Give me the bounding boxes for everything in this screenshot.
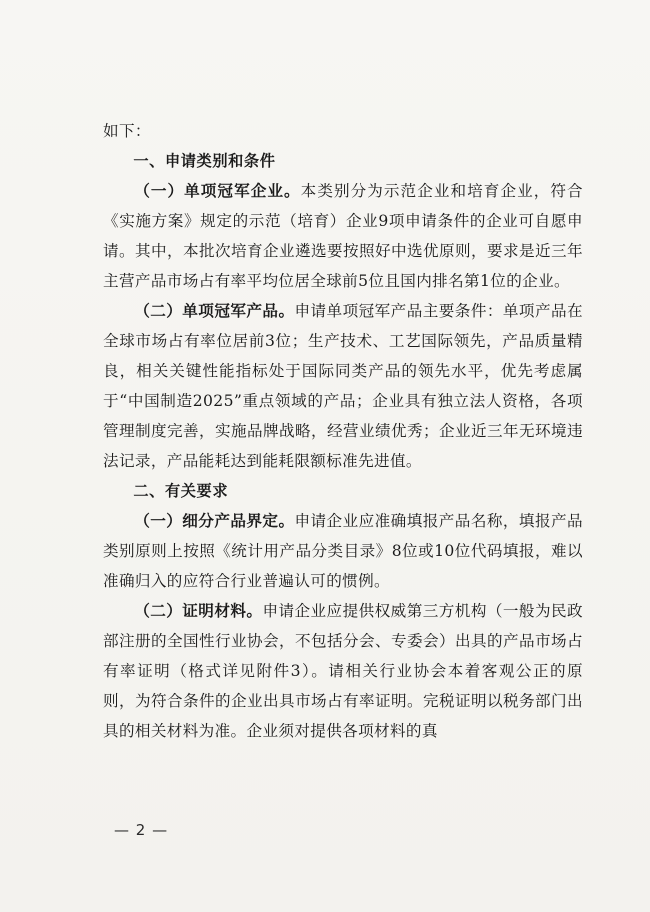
section-2-item-1-lead: （一）细分产品界定。 [134,512,295,530]
section-1-item-2 [103,296,583,476]
opening-line: 如下： [103,122,151,140]
section-1-item-1-body: 本类别分为示范企业和培育企业，符合《实施方案》规定的示范（培育）企业9项申请条件的企业可自愿申请。其中，本批次培育企业遴选要按照好中选优原则，要求是近三年主营产品市场占有率平均位居全球前5位且国内排名第1位的企业。 [103,182,583,290]
section-2-item-1 [103,506,583,596]
section-1-item-1-lead: （一）单项冠军企业。 [134,182,301,200]
section-2-item-2-lead: （二）证明材料。 [134,602,263,620]
section-1-item-2-lead: （二）单项冠军产品。 [134,302,295,320]
section-1-item-2-body: 申请单项冠军产品主要条件：单项产品在全球市场占有率位居前3位；生产技术、工艺国际领先，产品质量精良，相关关键性能指标处于国际同类产品的领先水平，优先考虑属于“中国制造2025”重点领域的产品；企业具有独立法人资格，各项管理制度完善，实施品牌战略，经营业绩优秀；企业近三年无环境违法记录，产品能耗达到能耗限额标准先进值。 [103,302,583,470]
page-number: — 2 — [114,821,169,839]
section-2-item-1-body: 申请企业应准确填报产品名称，填报产品类别原则上按照《统计用产品分类目录》8位或10位代码填报，难以准确归入的应符合行业普遍认可的惯例。 [103,512,583,590]
section-1-heading: 一、申请类别和条件 [133,152,276,170]
document-body [103,116,583,746]
section-2-heading: 二、有关要求 [133,482,229,500]
section-2-item-2 [103,596,583,746]
section-1-item-1 [103,176,583,296]
section-2-item-2-body: 申请企业应提供权威第三方机构（一般为民政部注册的全国性行业协会，不包括分会、专委会）出具的产品市场占有率证明（格式详见附件3）。请相关行业协会本着客观公正的原则，为符合条件的企业出具市场占有率证明。完税证明以税务部门出具的相关材料为准。企业须对提供各项材料的真 [103,602,583,740]
